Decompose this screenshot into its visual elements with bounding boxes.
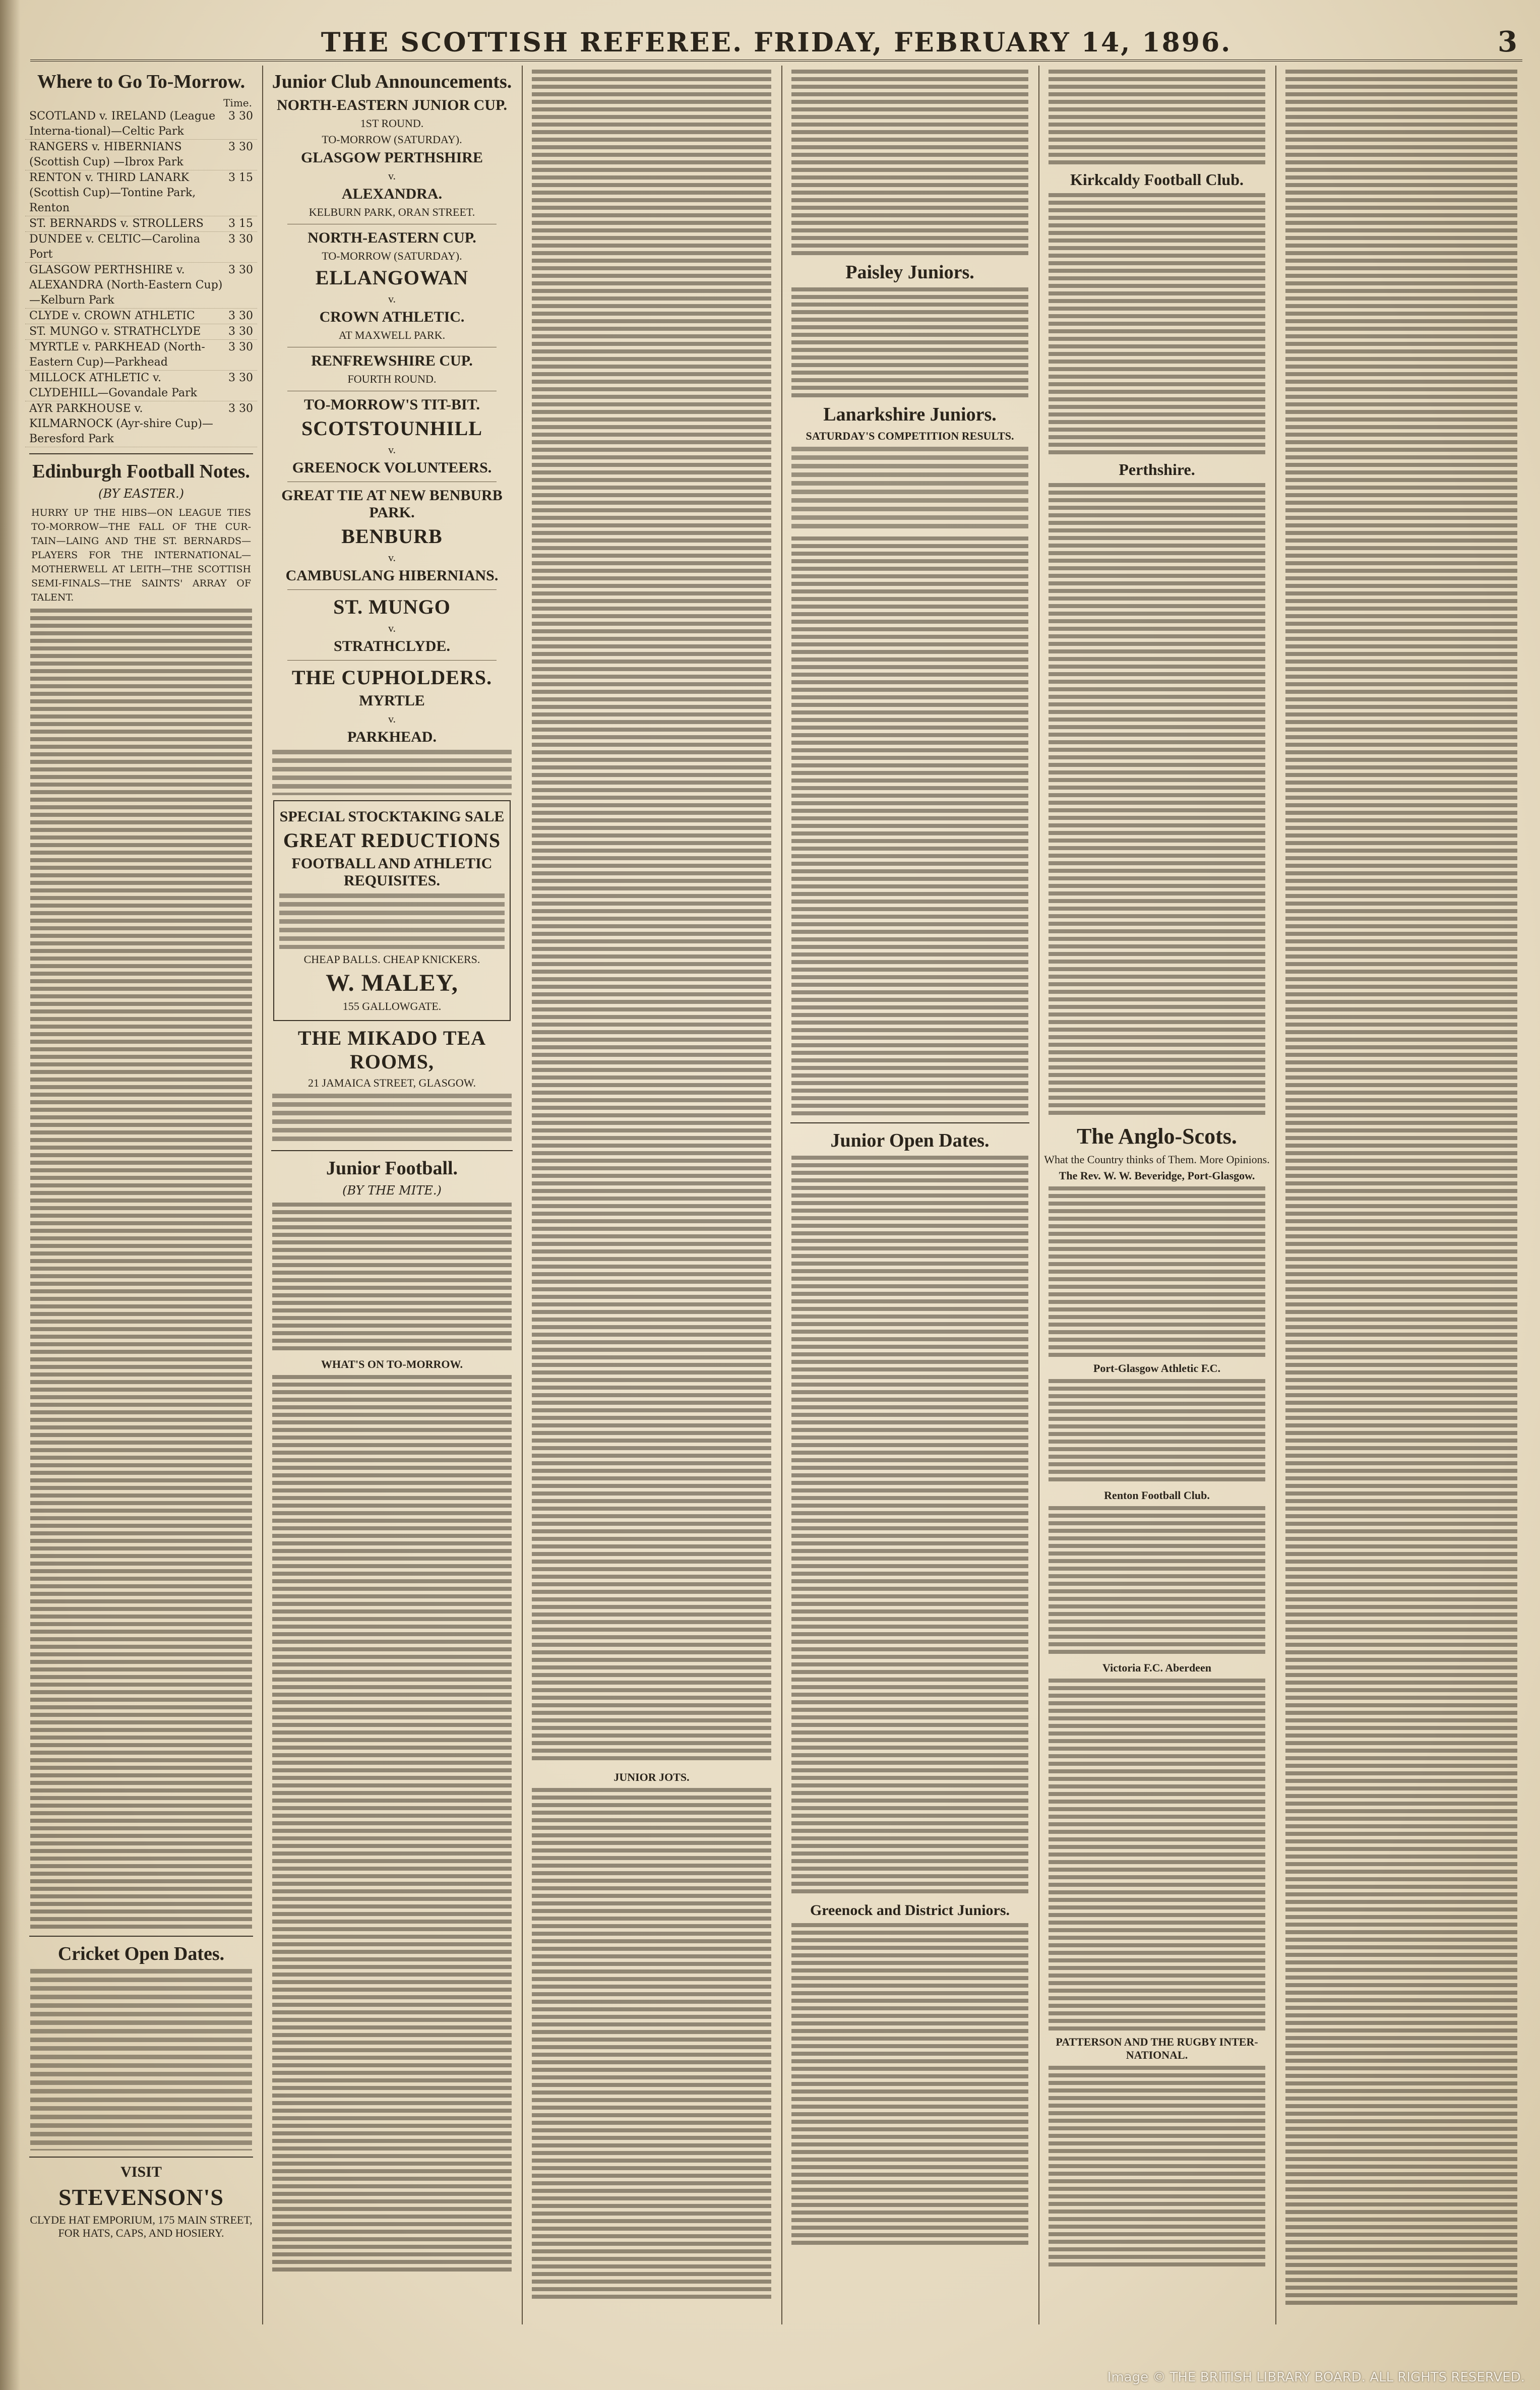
fixture-text: ST. BERNARDS v. STROLLERS [29, 217, 204, 230]
ad-team: PARKHEAD. [347, 729, 437, 745]
ad-versus: v. [388, 551, 396, 564]
ad-reductions: GREAT REDUCTIONS [283, 829, 501, 852]
article-body-text [1049, 193, 1265, 455]
junior-football-heading: Junior Football. [326, 1158, 458, 1179]
fixture-text: MILLOCK ATHLETIC v. CLYDEHILL—Govandale Park [29, 372, 197, 399]
advert-text [272, 1094, 512, 1144]
ad-versus: v. [388, 712, 396, 725]
fixture-row [25, 340, 257, 371]
whats-on-heading: WHAT'S ON TO-MORROW. [321, 1358, 463, 1370]
divider [271, 1150, 513, 1151]
article-body-text [1049, 1186, 1265, 1358]
article-body-text [532, 70, 771, 1764]
ad-cheap: CHEAP BALLS. CHEAP KNICKERS. [303, 953, 480, 966]
stevenson-ad-title: STEVENSON'S [58, 2184, 224, 2210]
fixture-text: RENTON v. THIRD LANARK (Scottish Cup)—Tontine Park, Renton [29, 171, 196, 214]
article-body-text [272, 1203, 512, 1354]
fixture-time: 3 30 [228, 233, 253, 246]
masthead [30, 24, 1522, 62]
article-body-text [272, 1375, 512, 2273]
ad-titbit: TO-MORROW'S TIT-BIT. [304, 396, 480, 413]
victoria-fc-heading: Victoria F.C. Aberdeen [1102, 1661, 1211, 1674]
column-rule [781, 66, 782, 2324]
fixture-row [25, 232, 257, 263]
fixture-text: SCOTLAND v. IRELAND (League Interna-tional)—Celtic Park [29, 110, 216, 138]
greenock-juniors-heading: Greenock and District Juniors. [810, 1902, 1010, 1919]
fixture-row [25, 309, 257, 324]
fixture-text: GLASGOW PERTHSHIRE v. ALEXANDRA (North-Eastern Cup)—Kelburn Park [29, 264, 223, 307]
fixture-row [25, 109, 257, 140]
column-2 [267, 66, 517, 2324]
beveridge-heading: The Rev. W. W. Beveridge, Port-Glasgow. [1059, 1169, 1255, 1182]
open-dates-text [791, 1156, 1028, 1897]
ad-versus: v. [388, 443, 396, 456]
ad-address: 155 GALLOWGATE. [342, 1000, 442, 1012]
fixture-time: 3 30 [228, 325, 253, 338]
fixture-row [25, 170, 257, 216]
ad-requisites: FOOTBALL AND ATHLETIC REQUISITES. [291, 855, 492, 889]
ad-team: ALEXANDRA. [341, 186, 443, 202]
ad-versus: v. [388, 169, 396, 182]
lanarkshire-juniors-heading: Lanarkshire Juniors. [823, 404, 997, 425]
fixture-text: MYRTLE v. PARKHEAD (North-Eastern Cup)—Parkhead [29, 341, 205, 369]
edinburgh-notes-heading: Edinburgh Football Notes. [32, 461, 250, 482]
fixture-row [25, 263, 257, 309]
fixture-text: CLYDE v. CROWN ATHLETIC [29, 310, 195, 322]
ad-team: BENBURB [341, 525, 443, 548]
time-label: Time. [223, 97, 252, 109]
article-body-text [532, 1788, 771, 2302]
ad-venue: AT MAXWELL PARK. [338, 329, 446, 341]
perthshire-heading: Perthshire. [1119, 460, 1195, 479]
ad-ne-cup: NORTH-EASTERN JUNIOR CUP. [276, 97, 508, 113]
fixture-time: 3 30 [228, 264, 253, 276]
ad-versus: v. [388, 622, 396, 634]
advert-text [279, 893, 505, 949]
ad-ne-cup: NORTH-EASTERN CUP. [307, 229, 476, 246]
ad-team: MYRTLE [359, 692, 425, 709]
binding-shadow [0, 0, 20, 2390]
edinburgh-lead: HURRY UP THE HIBS—ON LEAGUE TIES TO-MORROW—THE FALL OF THE CUR-TAIN—LAING AND THE ST. BERNARDS—PLAYERS FOR THE INTERNATIONAL—MOTHERWELL AT LEITH—THE SCOTTISH SEMI-FINALS—THE SAINTS' ARRAY OF TALENT. [31, 507, 251, 603]
column-1 [25, 66, 257, 2324]
fixture-text: DUNDEE v. CELTIC—Carolina Port [29, 233, 200, 261]
ad-venue: KELBURN PARK, ORAN STREET. [309, 206, 475, 218]
divider [287, 589, 497, 590]
stevenson-ad-sub: CLYDE HAT EMPORIUM, 175 MAIN STREET, FOR HATS, CAPS, AND HOSIERY. [30, 2214, 253, 2239]
divider [287, 660, 497, 661]
ad-tomorrow: TO-MORROW (SATURDAY). [322, 250, 462, 262]
fixture-text: ST. MUNGO v. STRATHCLYDE [29, 325, 201, 338]
fixture-text: AYR PARKHOUSE v. KILMARNOCK (Ayr-shire Cup)—Beresford Park [29, 402, 213, 445]
anglo-scots-subheading: What the Country thinks of Them. More Opinions. [1044, 1153, 1270, 1166]
fixture-time: 3 30 [228, 310, 253, 322]
where-to-go-heading: Where to Go To-Morrow. [37, 71, 245, 92]
junior-club-heading: Junior Club Announcements. [272, 71, 512, 92]
column-rule [522, 66, 523, 2324]
fixture-row [25, 140, 257, 170]
fixture-text: RANGERS v. HIBERNIANS (Scottish Cup) —Ibrox Park [29, 141, 183, 168]
column-rule [1038, 66, 1039, 2324]
anglo-scots-heading: The Anglo-Scots. [1077, 1124, 1237, 1149]
fixture-row [25, 216, 257, 232]
junior-football-byline: (BY THE MITE.) [342, 1183, 442, 1198]
ad-team: GLASGOW PERTHSHIRE [301, 149, 483, 166]
ad-cupholders: THE CUPHOLDERS. [291, 666, 492, 689]
column-3 [527, 66, 776, 2324]
article-body-text [30, 609, 252, 1930]
ad-team: CROWN ATHLETIC. [319, 309, 465, 325]
article-body-text [791, 70, 1028, 256]
paisley-juniors-heading: Paisley Juniors. [845, 262, 974, 283]
article-body-text [1049, 1679, 1265, 2031]
ad-address: 21 JAMAICA STREET, GLASGOW. [307, 1077, 476, 1089]
article-body-text [1285, 70, 1517, 2308]
ad-great-tie: GREAT TIE AT NEW BENBURB PARK. [281, 487, 503, 521]
article-body-text [791, 536, 1028, 1116]
results-table [791, 447, 1028, 532]
fixture-row [25, 371, 257, 401]
ad-team: ELLANGOWAN [315, 266, 469, 289]
article-body-text [1049, 1506, 1265, 1657]
fixture-time: 3 15 [228, 217, 253, 230]
ad-team: ST. MUNGO [333, 595, 451, 618]
divider [790, 1122, 1029, 1123]
page-number: 3 [1498, 25, 1517, 58]
article-body-text [1049, 483, 1265, 1118]
fixture-time: 3 30 [228, 141, 253, 153]
fixture-list [25, 109, 257, 447]
article-body-text [1049, 1379, 1265, 1485]
fixture-time: 3 30 [228, 372, 253, 384]
article-body-text [791, 1923, 1028, 2246]
divider [29, 453, 253, 454]
fixture-row [25, 324, 257, 340]
fixture-time: 3 30 [228, 341, 253, 353]
port-glasgow-heading: Port-Glasgow Athletic F.C. [1093, 1362, 1221, 1375]
fixture-time: 3 30 [228, 402, 253, 415]
fixture-time: 3 30 [228, 110, 253, 123]
renton-fc-heading: Renton Football Club. [1104, 1489, 1210, 1502]
divider [29, 1936, 253, 1937]
article-body-text [1049, 70, 1265, 165]
ad-round: FOURTH ROUND. [347, 373, 437, 385]
competition-results-heading: SATURDAY'S COMPETITION RESULTS. [806, 430, 1014, 442]
copyright-notice: Image © THE BRITISH LIBRARY BOARD. ALL RIGHTS RESERVED. [1107, 2370, 1525, 2385]
column-6 [1280, 66, 1522, 2324]
ad-tomorrow: TO-MORROW (SATURDAY). [322, 133, 462, 146]
stevenson-visit: VISIT [120, 2164, 162, 2180]
notice-text [272, 750, 512, 795]
masthead-title: THE SCOTTISH REFEREE. FRIDAY, FEBRUARY 14, 1896. [321, 27, 1232, 58]
ad-maley: W. MALEY, [326, 970, 458, 996]
patterson-heading: PATTERSON AND THE RUGBY INTER-NATIONAL. [1056, 2036, 1258, 2061]
fixture-time: 3 15 [228, 171, 253, 184]
ad-team: SCOTSTOUNHILL [301, 417, 483, 440]
ad-versus: v. [388, 292, 396, 305]
column-5 [1043, 66, 1270, 2324]
ad-round: 1ST ROUND. [360, 117, 424, 130]
article-body-text [791, 287, 1028, 398]
ad-stocktaking: SPECIAL STOCKTAKING SALE [279, 808, 505, 825]
edinburgh-byline: (BY EASTER.) [98, 487, 184, 501]
cricket-dates-text [30, 1969, 252, 2150]
junior-jots-heading: JUNIOR JOTS. [613, 1771, 690, 1783]
fixture-row [25, 401, 257, 447]
maley-advert [273, 800, 511, 1021]
ad-team: GREENOCK VOLUNTEERS. [292, 459, 492, 476]
ad-mikado: THE MIKADO TEA ROOMS, [297, 1027, 486, 1073]
ad-team: STRATHCLYDE. [334, 638, 450, 654]
column-4 [786, 66, 1033, 2324]
cricket-open-dates-heading: Cricket Open Dates. [57, 1943, 225, 1964]
divider [29, 2157, 253, 2158]
kirkcaldy-heading: Kirkcaldy Football Club. [1070, 170, 1244, 189]
column-rule [262, 66, 263, 2324]
article-body-text [1049, 2066, 1265, 2267]
junior-open-dates-heading: Junior Open Dates. [830, 1130, 990, 1151]
column-rule [1275, 66, 1276, 2324]
ad-team: CAMBUSLANG HIBERNIANS. [285, 567, 499, 584]
ad-renfrewshire: RENFREWSHIRE CUP. [311, 352, 473, 369]
